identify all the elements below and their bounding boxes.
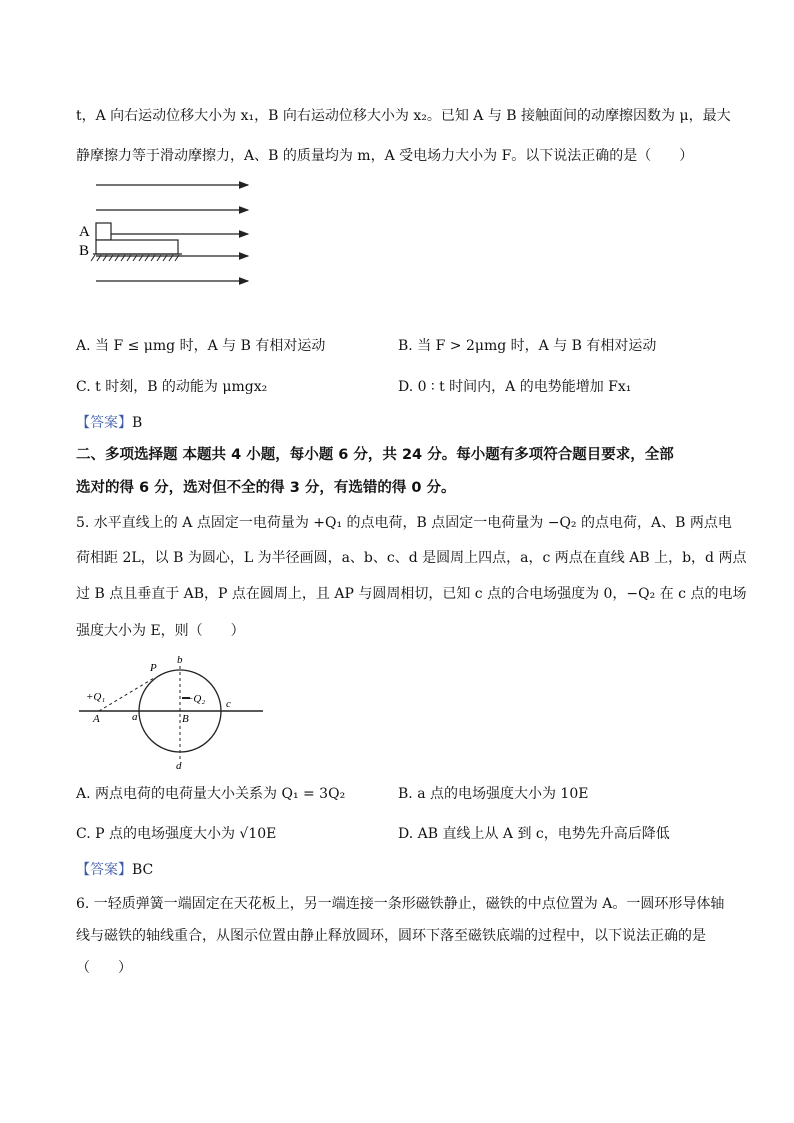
answer-label: 【答案】 bbox=[76, 415, 132, 431]
q6-stem-line-3: （ ） bbox=[76, 960, 132, 976]
q6-stem-line-2: 线与磁铁的轴线重合，从图示位置由静止释放圆环，圆环下落至磁铁底端的过程中，以下说法正确的是 bbox=[76, 928, 706, 944]
q5-stem-line-4: 强度大小为 E，则（ ） bbox=[76, 623, 245, 639]
tangent-ap bbox=[99, 678, 154, 711]
label-b: B bbox=[79, 243, 90, 259]
block-a bbox=[96, 223, 111, 240]
q4-stem-line-2: 静摩擦力等于滑动摩擦力，A、B 的质量均为 m，A 受电场力大小为 F。以下说法正确的是（ ） bbox=[76, 148, 694, 164]
block-b bbox=[96, 240, 178, 254]
label-b-top: b bbox=[177, 654, 183, 666]
q5-option-d: D. AB 直线上从 A 到 c，电势先升高后降低 bbox=[398, 826, 670, 842]
label-c: c bbox=[226, 698, 231, 710]
label-a-point: A bbox=[93, 713, 100, 725]
answer-value: B bbox=[132, 415, 143, 431]
q5-option-c: C. P 点的电场强度大小为 √10E bbox=[76, 826, 277, 842]
q5-stem-line-3: 过 B 点且垂直于 AB，P 点在圆周上，且 AP 与圆周相切，已知 c 点的合电场强度为 0，−Q₂ 在 c 点的电场 bbox=[76, 586, 747, 602]
answer-label: 【答案】 bbox=[76, 862, 132, 878]
q6-stem-line-1: 6. 一轻质弹簧一端固定在天花板上，另一端连接一条形磁铁静止，磁铁的中点位置为 A。一圆环形导体轴 bbox=[76, 896, 725, 912]
answer-value: BC bbox=[132, 862, 154, 878]
label-a: A bbox=[79, 224, 90, 240]
label-b-center: B bbox=[182, 713, 189, 725]
q4-figure bbox=[76, 172, 266, 292]
label-minus-q2: −Q₂ bbox=[186, 693, 206, 705]
section-heading-line-2: 选对的得 6 分，选对但不全的得 3 分，有选错的得 0 分。 bbox=[76, 480, 456, 496]
q4-option-a: A. 当 F ≤ μmg 时，A 与 B 有相对运动 bbox=[76, 338, 326, 354]
q4-option-b: B. 当 F > 2μmg 时，A 与 B 有相对运动 bbox=[398, 338, 657, 354]
q5-figure bbox=[76, 650, 276, 770]
q5-option-b: B. a 点的电场强度大小为 10E bbox=[398, 786, 589, 802]
q5-stem-line-2: 荷相距 2L，以 B 为圆心，L 为半径画圆，a、b、c、d 是圆周上四点，a，c 两点在直线 AB 上，b，d 两点 bbox=[76, 550, 747, 566]
q4-answer bbox=[76, 413, 142, 433]
q4-stem-line-1: t，A 向右运动位移大小为 x₁，B 向右运动位移大小为 x₂。已知 A 与 B 接触面间的动摩擦因数为 μ，最大 bbox=[76, 108, 731, 124]
q5-answer bbox=[76, 860, 153, 880]
q5-option-a: A. 两点电荷的电荷量大小关系为 Q₁ = 3Q₂ bbox=[76, 786, 346, 802]
q5-stem-line-1: 5. 水平直线上的 A 点固定一电荷量为 +Q₁ 的点电荷，B 点固定一电荷量为 −Q₂ 的点电荷，A、B 两点电 bbox=[76, 515, 732, 531]
label-p: P bbox=[150, 662, 157, 674]
section-heading-line-1: 二、多项选择题 本题共 4 小题，每小题 6 分，共 24 分。每小题有多项符合题目要求，全部 bbox=[76, 447, 674, 463]
label-d: d bbox=[176, 760, 182, 770]
q4-option-c: C. t 时刻，B 的动能为 μmgx₂ bbox=[76, 379, 268, 395]
label-a-small: a bbox=[132, 711, 138, 723]
label-plus-q1: +Q₁ bbox=[86, 691, 106, 703]
q4-option-d: D. 0 ∶ t 时间内，A 的电势能增加 Fx₁ bbox=[398, 379, 632, 395]
